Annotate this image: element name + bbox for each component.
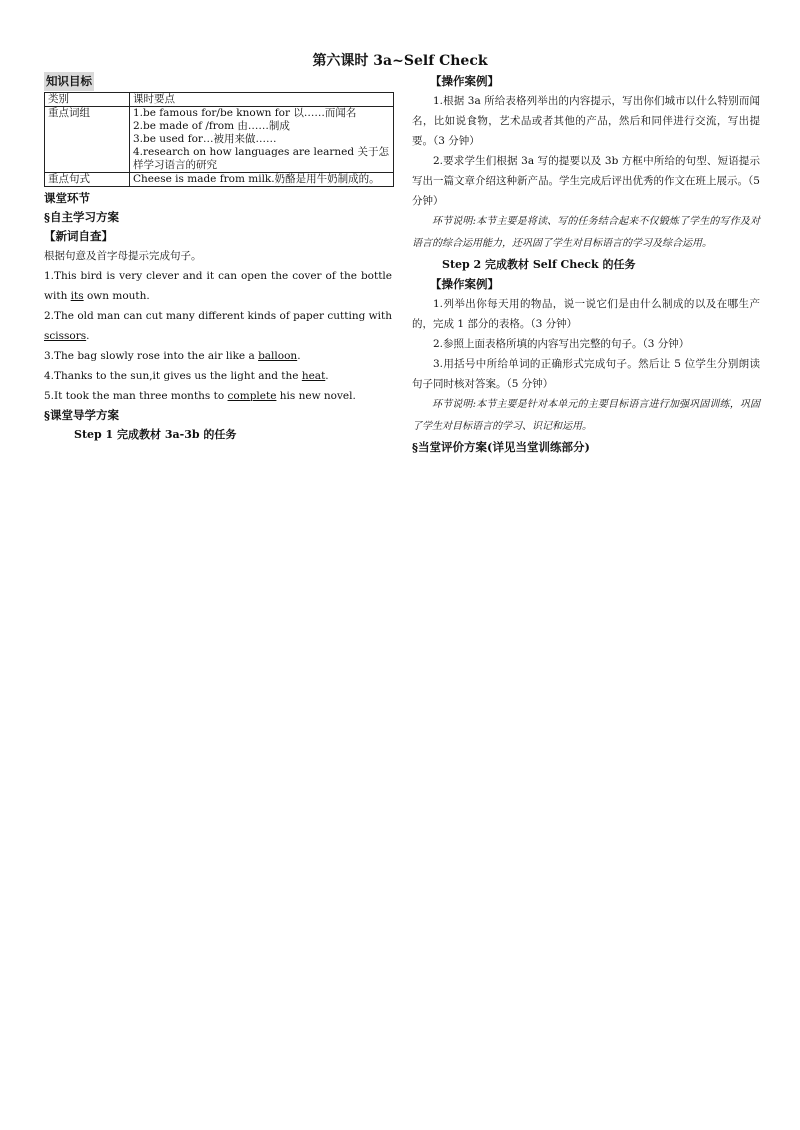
exercise-sentence-1: 1.This bird is very clever and it can open the cover of the bottle with its own mouth.	[44, 270, 392, 302]
answer-blank: balloon	[258, 350, 298, 362]
case2-item: 1.列举出你每天用的物品，说一说它们是由什么制成的以及在哪生产的，完成 1 部分的表格。（3 分钟）	[412, 298, 760, 330]
goals-table	[44, 92, 394, 187]
table-header-row	[45, 93, 394, 107]
right-column	[412, 72, 760, 457]
step1-heading: Step 1 完成教材 3a-3b 的任务	[74, 428, 237, 441]
table-header-points: 课时要点	[130, 93, 394, 107]
vocab-label: 重点词组	[45, 107, 130, 173]
left-column	[44, 72, 392, 445]
vocab-item: 3.be used for…被用来做……	[133, 133, 277, 145]
exercise-sentence-5: 5.It took the man three months to complete his new novel.	[44, 390, 356, 402]
answer-blank: scissors	[44, 330, 87, 342]
self-study-heading: §自主学习方案	[44, 210, 120, 224]
case2-item: 3.用括号中所给单词的正确形式完成句子。然后让 5 位学生分别朗读句子同时核对答案。（5 分钟）	[412, 358, 760, 390]
page-title: 第六课时 3a~Self Check	[312, 53, 488, 69]
evaluation-heading: §当堂评价方案(详见当堂训练部分)	[412, 440, 590, 454]
exercise-sentence-2: 2.The old man can cut many different kinds of paper cutting with scissors.	[44, 310, 392, 342]
answer-blank: heat	[301, 370, 326, 382]
vocab-item: 1.be famous for/be known for 以……而闻名	[133, 107, 357, 119]
case2-item: 2.参照上面表格所填的内容写出完整的句子。（3 分钟）	[433, 338, 690, 350]
vocab-item: 4.research on how languages are learned 关于怎样学习语言的研究	[133, 146, 389, 171]
table-row-sentence	[45, 173, 394, 187]
section-note-2: 环节说明:本节主要是针对本单元的主要目标语言进行加强巩固训练，巩固了学生对目标语言的学习、识记和运用。	[412, 399, 760, 432]
exercise-sentence-4: 4.Thanks to the sun,it gives us the light and the heat.	[44, 370, 329, 382]
case1-item: 1.根据 3a 所给表格列举出的内容提示，写出你们城市以什么特别而闻名，比如说食物，艺术品或者其他的产品，然后和同伴进行交流，写出提要。（3 分钟）	[412, 95, 760, 147]
vocab-item: 2.be made of /from 由……制成	[133, 120, 290, 132]
answer-blank: complete	[227, 390, 277, 402]
instruction: 根据句意及首字母提示完成句子。	[44, 250, 202, 262]
step2-heading: Step 2 完成教材 Self Check 的任务	[442, 258, 636, 271]
case1-item: 2.要求学生们根据 3a 写的提要以及 3b 方框中所给的句型、短语提示写出一篇文章介绍这种新产品。学生完成后评出优秀的作文在班上展示。（5 分钟）	[412, 155, 760, 207]
section-note-1: 环节说明:本节主要是将读、写的任务结合起来不仅锻炼了学生的写作及对语言的综合运用能力，还巩固了学生对目标语言的学习及综合运用。	[412, 216, 760, 249]
answer-blank: its	[70, 290, 84, 302]
class-heading: 课堂环节	[44, 191, 90, 205]
vocab-items	[130, 107, 394, 173]
table-header-category: 类别	[45, 93, 130, 107]
new-words-heading: 【新词自查】	[44, 229, 113, 243]
case-heading-2: 【操作案例】	[430, 277, 499, 291]
table-row-vocab	[45, 107, 394, 173]
sentence-value: Cheese is made from milk.奶酪是用牛奶制成的。	[130, 173, 394, 187]
case-heading-1: 【操作案例】	[430, 74, 499, 88]
sentence-label: 重点句式	[45, 173, 130, 187]
exercise-sentence-3: 3.The bag slowly rose into the air like a balloon.	[44, 350, 301, 362]
guide-heading: §课堂导学方案	[44, 408, 120, 422]
goals-heading: 知识目标	[44, 72, 392, 91]
